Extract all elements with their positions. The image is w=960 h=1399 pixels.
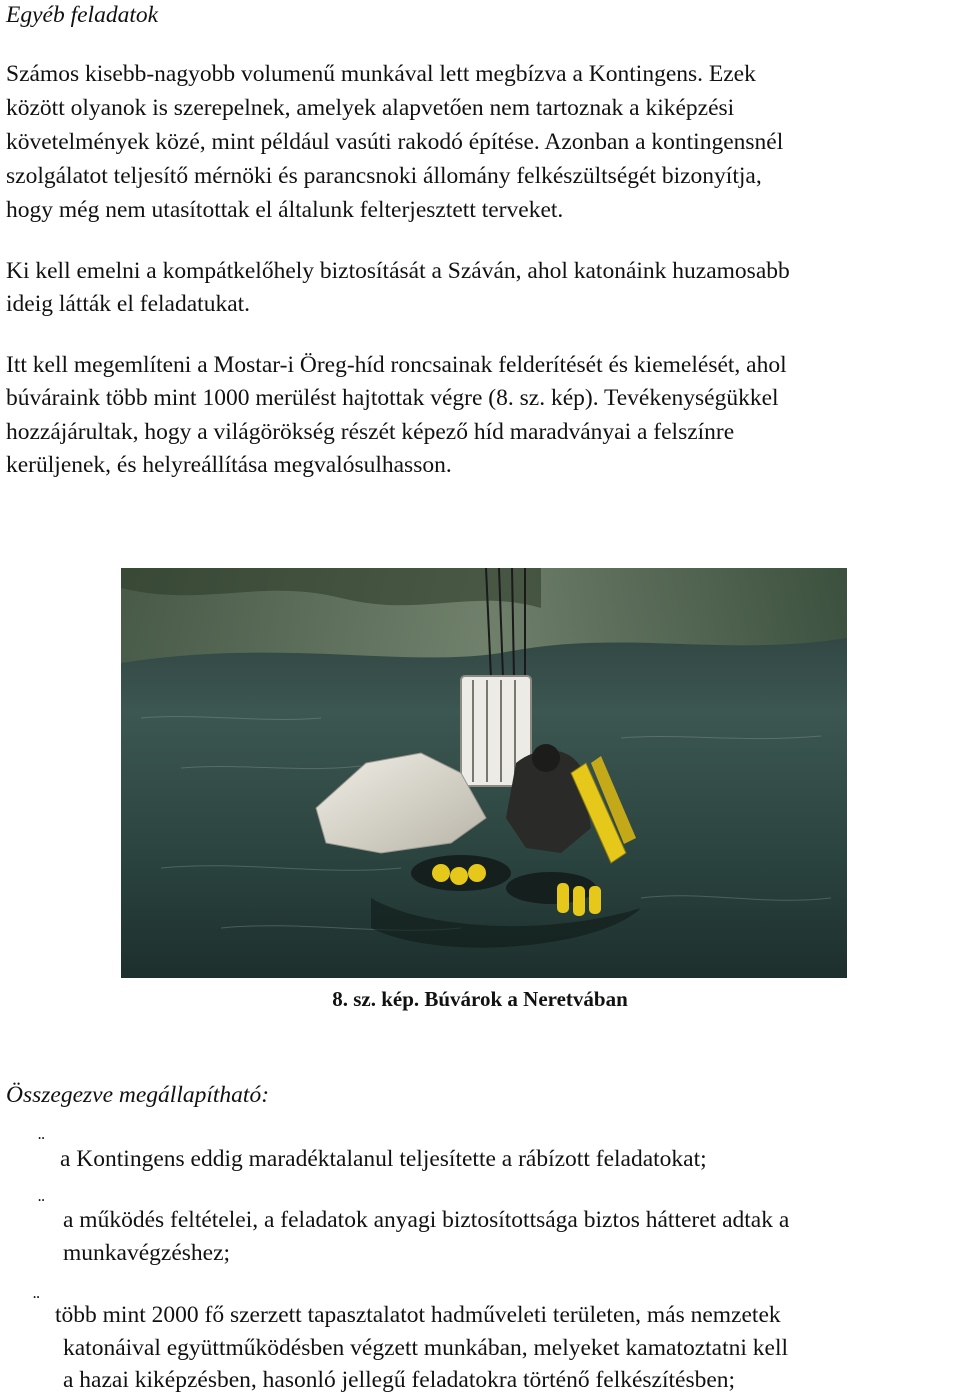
list-item-text: munkavégzéshez; [63,1240,231,1266]
list-item-text: több mint 2000 fő szerzett tapasztalatot hadműveleti területen, más nemzetek [55,1302,781,1328]
divers-photo [121,568,847,978]
list-item-text: a Kontingens eddig maradéktalanul teljesítette a rábízott feladatokat; [60,1146,707,1172]
paragraph-line: ideig látták el feladatukat. [6,291,251,317]
photo-caption: 8. sz. kép. Búvárok a Neretvában [332,987,628,1011]
divers-photo-icon [121,568,847,978]
summary-heading: Összegezve megállapítható: [6,1082,270,1108]
list-item-text: a működés feltételei, a feladatok anyagi biztosítottsága biztos hátteret adtak a [63,1207,790,1233]
paragraph-line: Ki kell emelni a kompátkelőhely biztosítását a Száván, ahol katonáink huzamosabb [6,258,790,284]
paragraph-line: hogy még nem utasítottak el általunk felterjesztett terveket. [6,197,564,223]
list-item-text: katonáival együttműködésben végzett munkában, melyeket kamatoztatni kell [63,1335,789,1361]
paragraph-line: szolgálatot teljesítő mérnöki és parancsnoki állomány felkészültségét bizonyítja, [6,163,762,189]
paragraph-line: között olyanok is szerepelnek, amelyek alapvetően nem tartoznak a kiképzési [6,95,735,121]
paragraph-line: búváraink több mint 1000 merülést hajtottak végre (8. sz. kép). Tevékenységükkel [6,385,779,411]
list-item-text: a hazai kiképzésben, hasonló jellegű feladatokra történő felkészítésben; [63,1367,736,1393]
paragraph-line: hozzájárultak, hogy a világörökség részét képező híd maradványai a felszínre [6,419,735,445]
section-heading: Egyéb feladatok [6,2,159,28]
paragraph-line: követelmények közé, mint például vasúti rakodó építése. Azonban a kontingensnél [6,129,784,155]
paragraph-line: Számos kisebb-nagyobb volumenű munkával lett megbízva a Kontingens. Ezek [6,61,756,87]
bullet-icon: ¨ [38,1133,45,1155]
paragraph-line: Itt kell megemlíteni a Mostar-i Öreg-híd roncsainak felderítését és kiemelését, ahol [6,352,787,378]
bullet-icon: ¨ [38,1195,45,1217]
paragraph-line: kerüljenek, és helyreállítása megvalósulhasson. [6,452,452,478]
bullet-icon: ¨ [33,1292,40,1314]
